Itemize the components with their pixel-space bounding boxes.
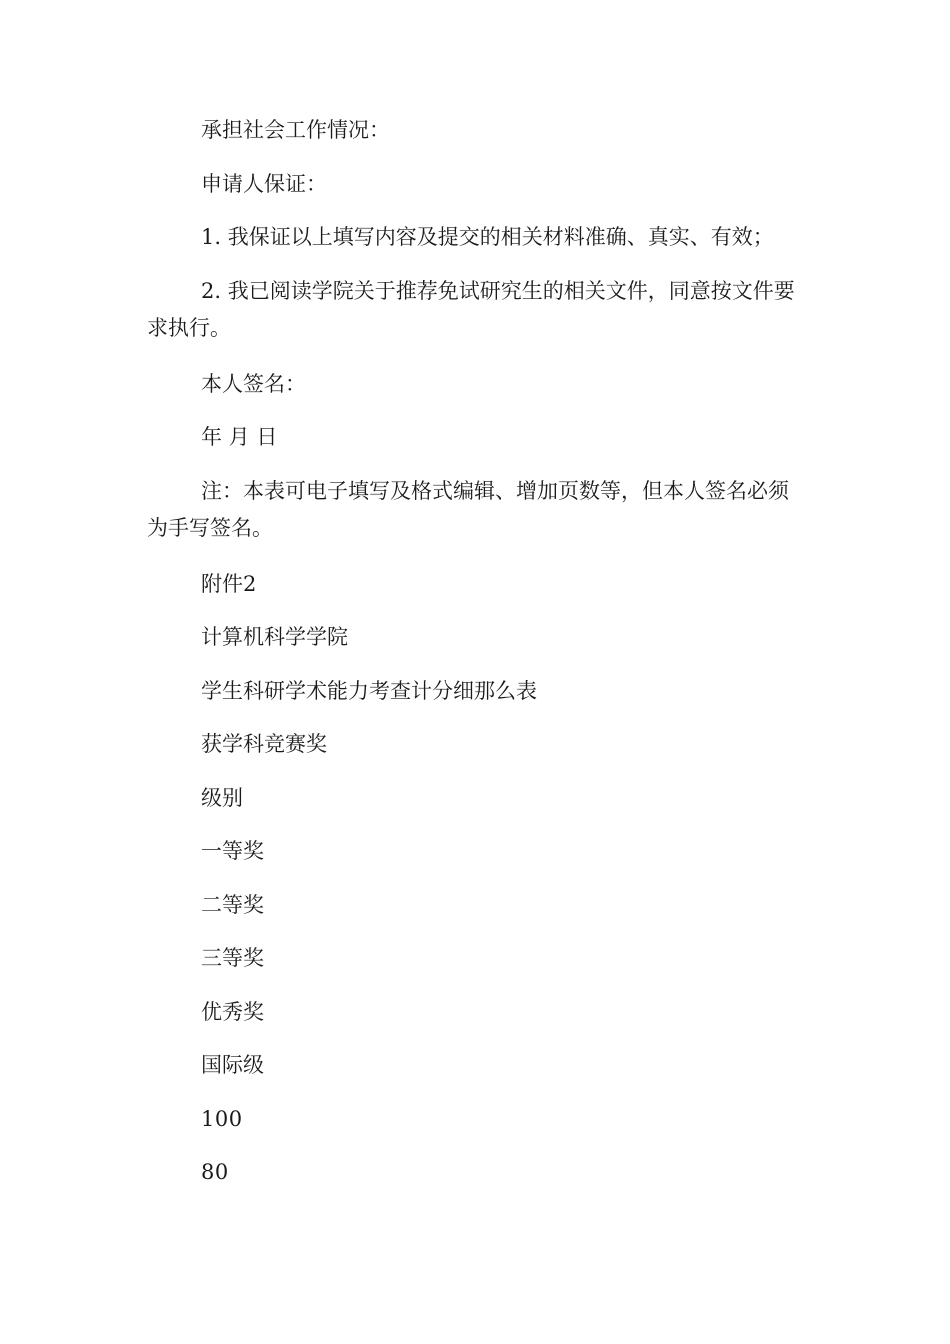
competition-award-heading: 获学科竞赛奖	[201, 732, 327, 756]
applicant-guarantee-heading: 申请人保证：	[201, 172, 327, 196]
attachment-label: 附件2	[201, 572, 257, 596]
signature-label: 本人签名：	[201, 372, 306, 396]
table-title: 学生科研学术能力考查计分细那么表	[201, 679, 537, 703]
international-level-label: 国际级	[201, 1053, 264, 1077]
note-paragraph: 注：本表可电子填写及格式编辑、增加页数等，但本人签名必须为手写签名。	[147, 479, 789, 540]
guarantee-item-1: 1. 我保证以上填写内容及提交的相关材料准确、真实、有效；	[201, 225, 774, 249]
social-work-label: 承担社会工作情况：	[201, 118, 390, 142]
level-label: 级别	[201, 786, 243, 810]
excellence-prize-label: 优秀奖	[201, 1000, 264, 1024]
third-prize-label: 三等奖	[201, 946, 264, 970]
score-value: 80	[201, 1160, 229, 1184]
score-value: 100	[201, 1107, 243, 1131]
first-prize-label: 一等奖	[201, 839, 264, 863]
date-line: 年 月 日	[201, 425, 278, 449]
second-prize-label: 二等奖	[201, 893, 264, 917]
school-name: 计算机科学学院	[201, 625, 348, 649]
guarantee-item-2: 2. 我已阅读学院关于推荐免试研究生的相关文件，同意按文件要求执行。	[147, 279, 795, 340]
